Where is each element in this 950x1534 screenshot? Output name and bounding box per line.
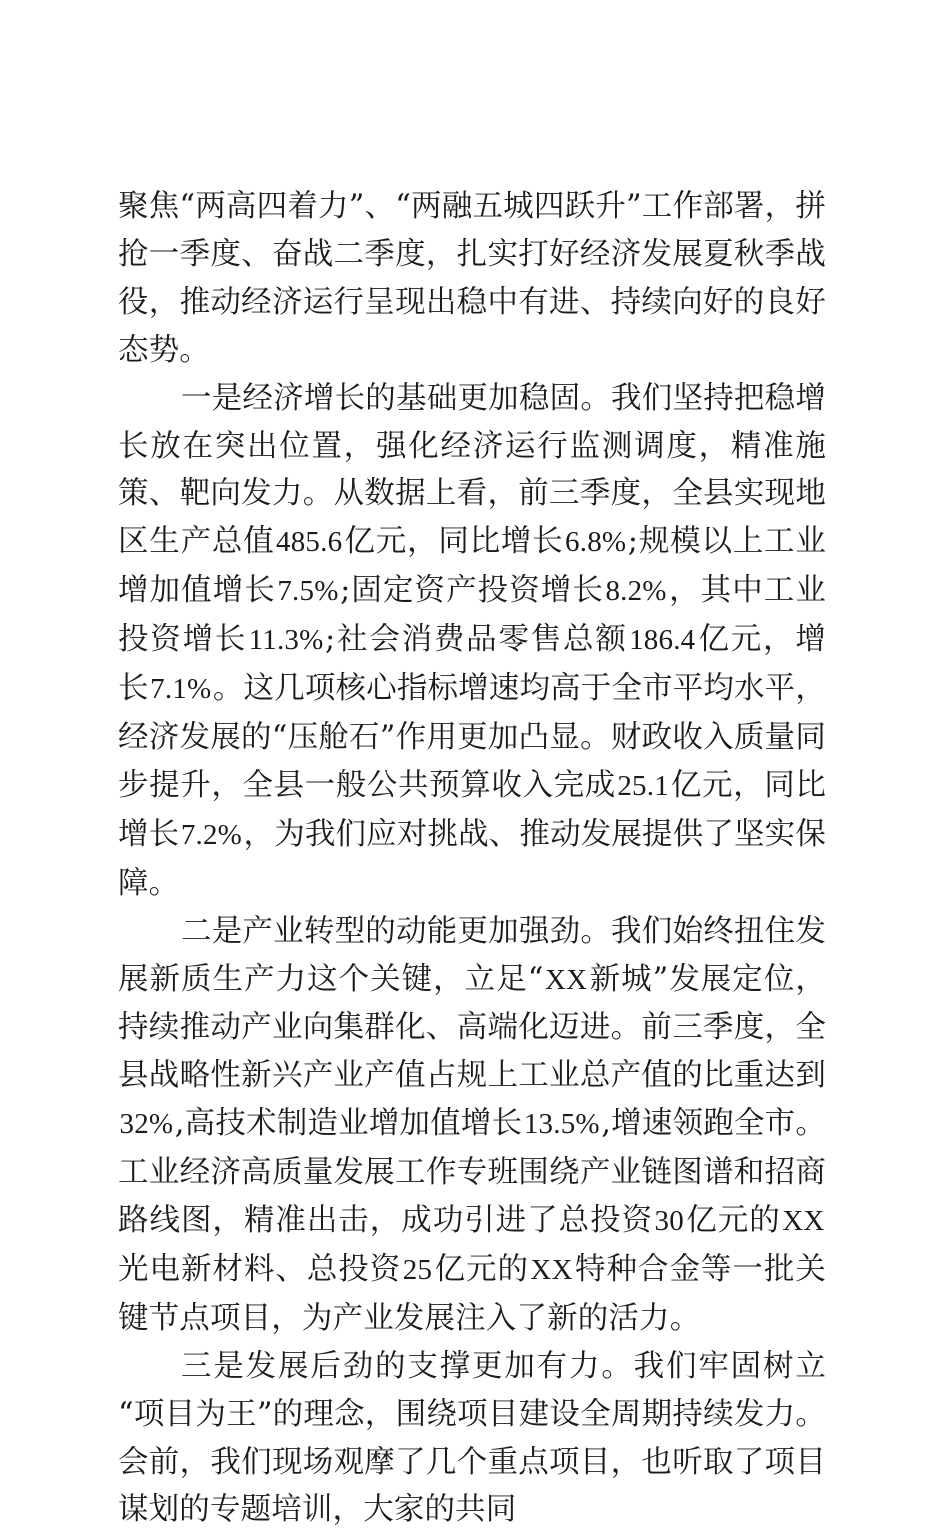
inline-figure: XX	[530, 1253, 573, 1286]
paragraph-intro: 聚焦“两高四着力”、“两融五城四跃升”工作部署，拼抢一季度、奋战二季度，扎实打好经济发展夏秋季战役，推动经济运行呈现出稳中有进、持续向好的良好态势。	[118, 189, 826, 368]
inline-figure: 7.2%	[180, 818, 243, 851]
inline-figure: 485.6	[276, 526, 343, 559]
paragraph-point-one-economic-growth: 一是经济增长的基础更加稳固。我们坚持把稳增长放在突出位置，强化经济运行监测调度，精准施策、靶向发力。从数据上看，前三季度，全县实现地区生产总值485.6亿元，同比增长6.8%;规模以上工业增加值增长7.5%;固定资产投资增长8.2%，其中工业投资增长11.3%;社会消费品零售总额186.4亿元，增长7.1%。这几项核心指标增速均高于全市平均水平，经济发展的“压舱石”作用更加凸显。财政收入质量同步提升，全县一般公共预算收入完成25.1亿元，同比增长7.2%，为我们应对挑战、推动发展提供了坚实保障。	[118, 380, 827, 901]
inline-figure: 30	[654, 1205, 684, 1238]
inline-figure: 8.2%	[605, 575, 667, 608]
paragraph-point-two-industrial-transformation: 二是产业转型的动能更加强劲。我们始终扭住发展新质生产力这个关键，立足“XX新城”发展定位，持续推动产业向集群化、高端化迈进。前三季度，全县战略性新兴产业产值占规上工业总产值的比重达到32%,高技术制造业增加值增长13.5%,增速领跑全市。工业经济高质量发展工作专班围绕产业链图谱和招商路线图，精准出击，成功引进了总投资30亿元的XX光电新材料、总投资25亿元的XX特种合金等一批关键节点项目，为产业发展注入了新的活力。	[118, 913, 827, 1336]
paragraph-point-three-development-support: 三是发展后劲的支撑更加有力。我们牢固树立“项目为王”的理念，围绕项目建设全周期持续发力。会前，我们现场观摩了几个重点项目，也听取了项目谋划的专题培训，大家的共同	[118, 1348, 826, 1528]
inline-figure: 25.1	[617, 769, 669, 802]
inline-figure: 13.5%	[523, 1108, 600, 1141]
inline-figure: 25	[402, 1253, 433, 1286]
inline-figure: 7.1%	[150, 673, 212, 706]
inline-figure: 6.8%	[565, 526, 627, 559]
inline-figure: 11.3%	[248, 624, 324, 657]
inline-figure: 7.5%	[277, 575, 339, 608]
inline-figure: 32%	[119, 1108, 174, 1141]
inline-figure: XX	[544, 963, 588, 996]
text-column	[118, 183, 826, 1534]
inline-figure: 186.4	[629, 624, 696, 657]
inline-figure: XX	[782, 1205, 825, 1238]
